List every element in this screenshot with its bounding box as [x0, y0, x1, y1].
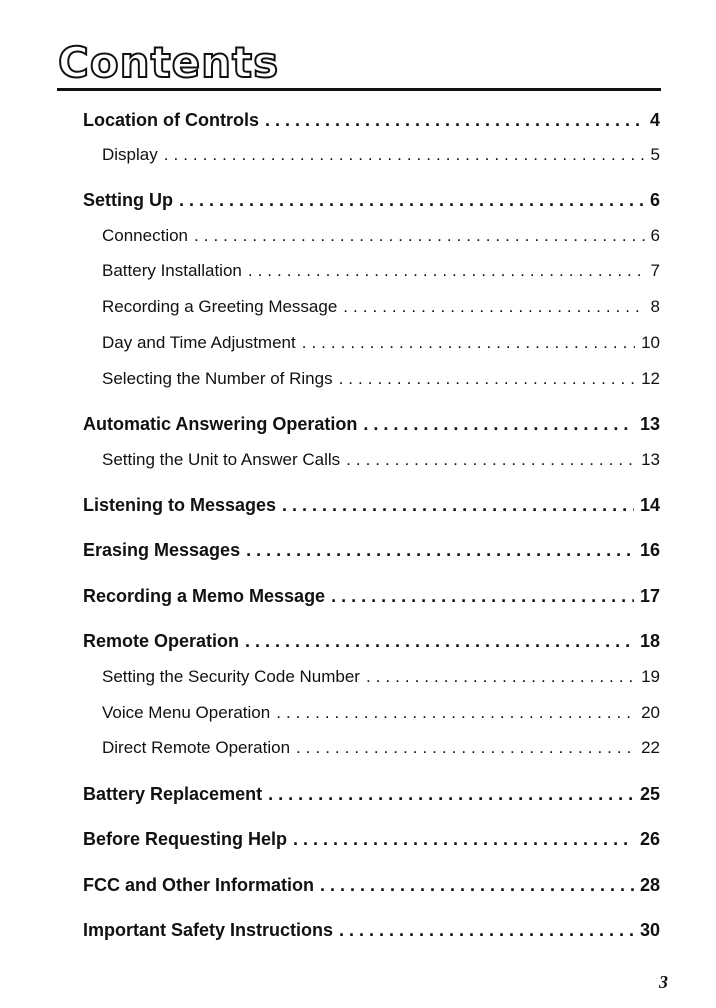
toc-entry[interactable] — [102, 226, 660, 246]
toc-entry-page: 19 — [641, 667, 660, 686]
toc-entry-page: 5 — [650, 145, 660, 164]
toc-entry-label: Day and Time Adjustment — [102, 333, 296, 352]
toc-entry-label: Selecting the Number of Rings — [102, 369, 333, 388]
toc-entry-page: 4 — [649, 110, 660, 130]
page-number: 3 — [659, 972, 668, 992]
title-rule — [57, 88, 661, 91]
toc-entry-page: 17 — [639, 586, 660, 606]
leader-dots — [346, 450, 635, 470]
toc-entry-page: 13 — [639, 414, 660, 434]
leader-dots — [331, 586, 634, 607]
toc-entry-page: 22 — [641, 738, 660, 757]
toc-entry-page: 7 — [650, 261, 660, 280]
leader-dots — [339, 920, 634, 941]
toc-entry-page: 28 — [639, 875, 660, 895]
toc-entry[interactable] — [102, 667, 660, 687]
toc-entry[interactable] — [83, 784, 660, 805]
leader-dots — [194, 226, 645, 246]
toc-entry-label: FCC and Other Information — [83, 875, 314, 895]
page-title: Contents — [58, 38, 280, 87]
leader-dots — [296, 738, 635, 758]
toc-entry-label: Setting the Unit to Answer Calls — [102, 450, 341, 469]
toc-entry-label: Remote Operation — [83, 631, 240, 651]
toc-entry[interactable] — [102, 703, 660, 723]
leader-dots — [268, 784, 634, 805]
toc-entry[interactable] — [83, 586, 660, 607]
toc-entry-label: Automatic Answering Operation — [83, 414, 358, 434]
toc-entry[interactable] — [102, 261, 660, 281]
toc-entry-label: Erasing Messages — [83, 540, 241, 560]
toc-entry-page: 12 — [641, 369, 660, 388]
toc-entry-page: 16 — [639, 540, 660, 560]
leader-dots — [343, 297, 644, 317]
toc-entry[interactable] — [83, 414, 660, 435]
toc-entry-label: Before Requesting Help — [83, 829, 288, 849]
toc-entry-page: 20 — [641, 703, 660, 722]
leader-dots — [282, 495, 634, 516]
toc-entry[interactable] — [83, 190, 660, 211]
toc-entry-page: 18 — [639, 631, 660, 651]
toc-entry-label: Listening to Messages — [83, 495, 277, 515]
toc-entry-label: Location of Controls — [83, 110, 259, 130]
toc-entry[interactable] — [102, 450, 660, 470]
toc-entry[interactable] — [83, 540, 660, 561]
toc-entry-label: Recording a Greeting Message — [102, 297, 338, 316]
toc-entry-page: 13 — [641, 450, 660, 469]
toc-entry[interactable] — [102, 738, 660, 758]
toc-entry-label: Important Safety Instructions — [83, 920, 334, 940]
toc-entry-page: 8 — [650, 297, 660, 316]
toc-entry[interactable] — [83, 829, 660, 850]
toc-entry[interactable] — [102, 369, 660, 389]
toc-entry-label: Setting Up — [83, 190, 173, 210]
toc-entry-page: 10 — [641, 333, 660, 352]
leader-dots — [339, 369, 636, 389]
toc-entry-label: Recording a Memo Message — [83, 586, 326, 606]
toc-entry[interactable] — [102, 297, 660, 317]
toc-entry[interactable] — [83, 110, 660, 131]
toc-entry[interactable] — [102, 145, 660, 165]
toc-entry-page: 30 — [639, 920, 660, 940]
leader-dots — [363, 414, 634, 435]
leader-dots — [276, 703, 635, 723]
toc-entry-page: 25 — [639, 784, 660, 804]
toc-entry[interactable] — [83, 875, 660, 896]
leader-dots — [265, 110, 644, 131]
toc-entry[interactable] — [83, 920, 660, 941]
leader-dots — [248, 261, 645, 281]
leader-dots — [302, 333, 635, 353]
leader-dots — [366, 667, 635, 687]
toc-entry-page: 26 — [639, 829, 660, 849]
toc-entry-label: Setting the Security Code Number — [102, 667, 360, 686]
leader-dots — [245, 631, 634, 652]
leader-dots — [320, 875, 634, 896]
toc-entry-label: Battery Installation — [102, 261, 242, 280]
toc-entry-label: Connection — [102, 226, 189, 245]
toc-entry-label: Battery Replacement — [83, 784, 263, 804]
toc-entry-page: 6 — [649, 190, 660, 210]
toc-entry-page: 6 — [650, 226, 660, 245]
toc-entry[interactable] — [83, 495, 660, 516]
toc-entry-label: Voice Menu Operation — [102, 703, 271, 722]
leader-dots — [164, 145, 645, 165]
toc-entry-label: Display — [102, 145, 158, 164]
leader-dots — [246, 540, 634, 561]
leader-dots — [179, 190, 644, 211]
toc-entry-page: 14 — [639, 495, 660, 515]
leader-dots — [293, 829, 634, 850]
toc-entry[interactable] — [83, 631, 660, 652]
toc-entry-label: Direct Remote Operation — [102, 738, 291, 757]
toc-entry[interactable] — [102, 333, 660, 353]
